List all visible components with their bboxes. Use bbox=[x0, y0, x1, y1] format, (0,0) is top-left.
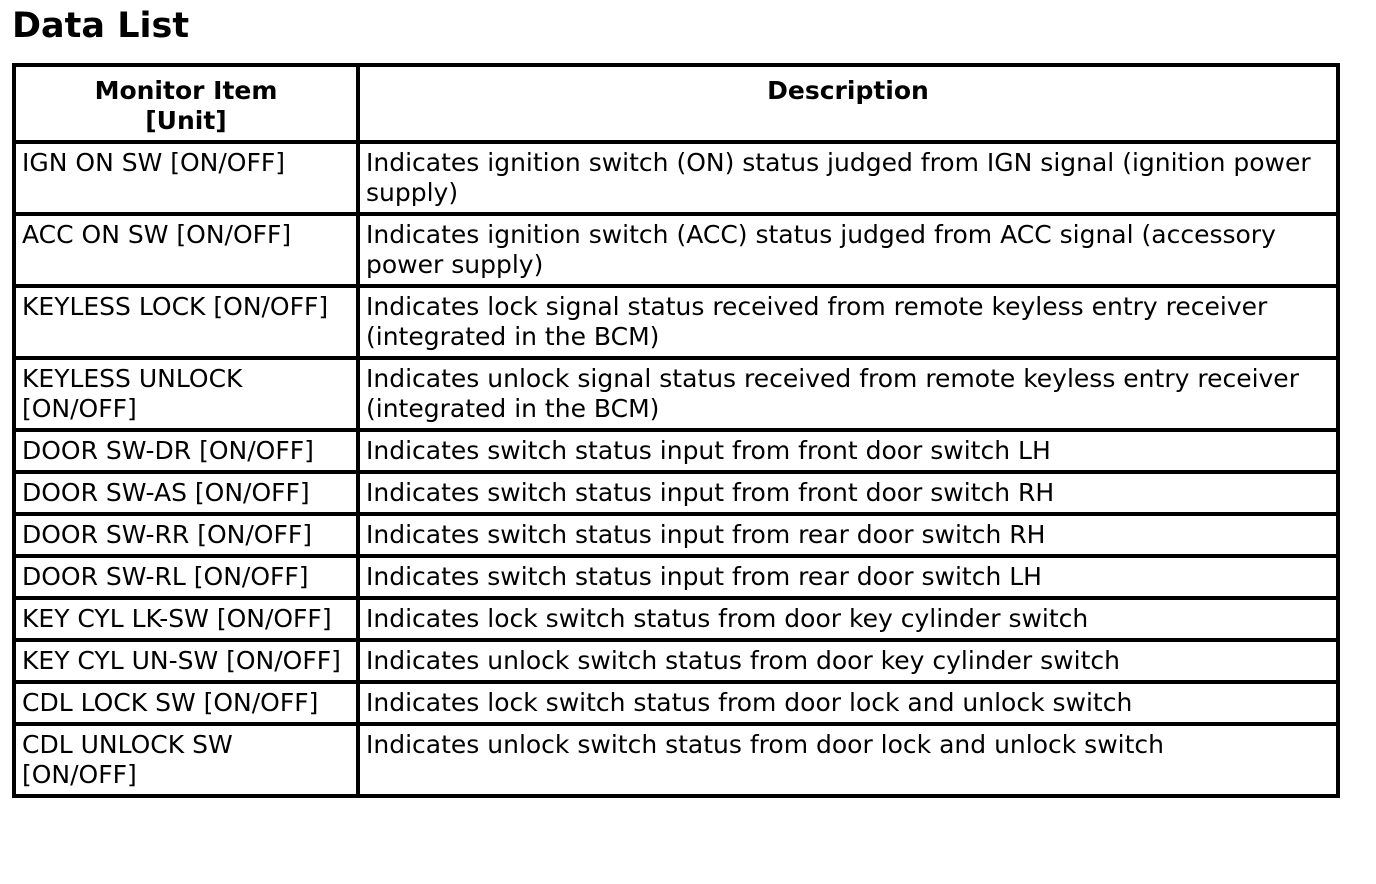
header-description: Description bbox=[358, 65, 1338, 142]
monitor-item-cell: ACC ON SW [ON/OFF] bbox=[14, 214, 358, 286]
monitor-item-cell: CDL LOCK SW [ON/OFF] bbox=[14, 682, 358, 724]
description-cell: Indicates lock signal status received from remote keyless entry receiver (integrated in the BCM) bbox=[358, 286, 1338, 358]
table-row bbox=[14, 724, 1338, 796]
header-monitor-item bbox=[14, 65, 358, 142]
description-cell: Indicates unlock switch status from door lock and unlock switch bbox=[358, 724, 1338, 796]
monitor-item-cell: IGN ON SW [ON/OFF] bbox=[14, 142, 358, 214]
description-cell: Indicates ignition switch (ON) status judged from IGN signal (ignition power supply) bbox=[358, 142, 1338, 214]
monitor-item-cell: KEYLESS LOCK [ON/OFF] bbox=[14, 286, 358, 358]
table-row bbox=[14, 472, 1338, 514]
description-cell: Indicates unlock signal status received from remote keyless entry receiver (integrated in the BCM) bbox=[358, 358, 1338, 430]
description-cell: Indicates lock switch status from door key cylinder switch bbox=[358, 598, 1338, 640]
table-row bbox=[14, 598, 1338, 640]
description-cell: Indicates switch status input from front door switch LH bbox=[358, 430, 1338, 472]
table-row bbox=[14, 358, 1338, 430]
monitor-item-cell: DOOR SW-AS [ON/OFF] bbox=[14, 472, 358, 514]
table-row bbox=[14, 430, 1338, 472]
table-row bbox=[14, 214, 1338, 286]
monitor-item-cell: DOOR SW-RL [ON/OFF] bbox=[14, 556, 358, 598]
description-cell: Indicates switch status input from front door switch RH bbox=[358, 472, 1338, 514]
table-row bbox=[14, 286, 1338, 358]
description-cell: Indicates unlock switch status from door key cylinder switch bbox=[358, 640, 1338, 682]
table-row bbox=[14, 682, 1338, 724]
description-cell: Indicates switch status input from rear door switch RH bbox=[358, 514, 1338, 556]
monitor-item-cell: KEYLESS UNLOCK [ON/OFF] bbox=[14, 358, 358, 430]
table-row bbox=[14, 640, 1338, 682]
description-cell: Indicates lock switch status from door lock and unlock switch bbox=[358, 682, 1338, 724]
header-monitor-item-label: Monitor Item bbox=[94, 76, 278, 105]
monitor-item-cell: DOOR SW-RR [ON/OFF] bbox=[14, 514, 358, 556]
monitor-item-cell: KEY CYL LK-SW [ON/OFF] bbox=[14, 598, 358, 640]
table-row bbox=[14, 514, 1338, 556]
table-row bbox=[14, 142, 1338, 214]
table-header-row bbox=[14, 65, 1338, 142]
monitor-item-cell: KEY CYL UN-SW [ON/OFF] bbox=[14, 640, 358, 682]
page-title: Data List bbox=[12, 6, 190, 46]
monitor-item-cell: DOOR SW-DR [ON/OFF] bbox=[14, 430, 358, 472]
monitor-item-cell: CDL UNLOCK SW [ON/OFF] bbox=[14, 724, 358, 796]
data-list-table bbox=[12, 63, 1340, 798]
table-row bbox=[14, 556, 1338, 598]
description-cell: Indicates switch status input from rear door switch LH bbox=[358, 556, 1338, 598]
description-cell: Indicates ignition switch (ACC) status judged from ACC signal (accessory power supply) bbox=[358, 214, 1338, 286]
header-unit-label: [Unit] bbox=[145, 106, 227, 135]
